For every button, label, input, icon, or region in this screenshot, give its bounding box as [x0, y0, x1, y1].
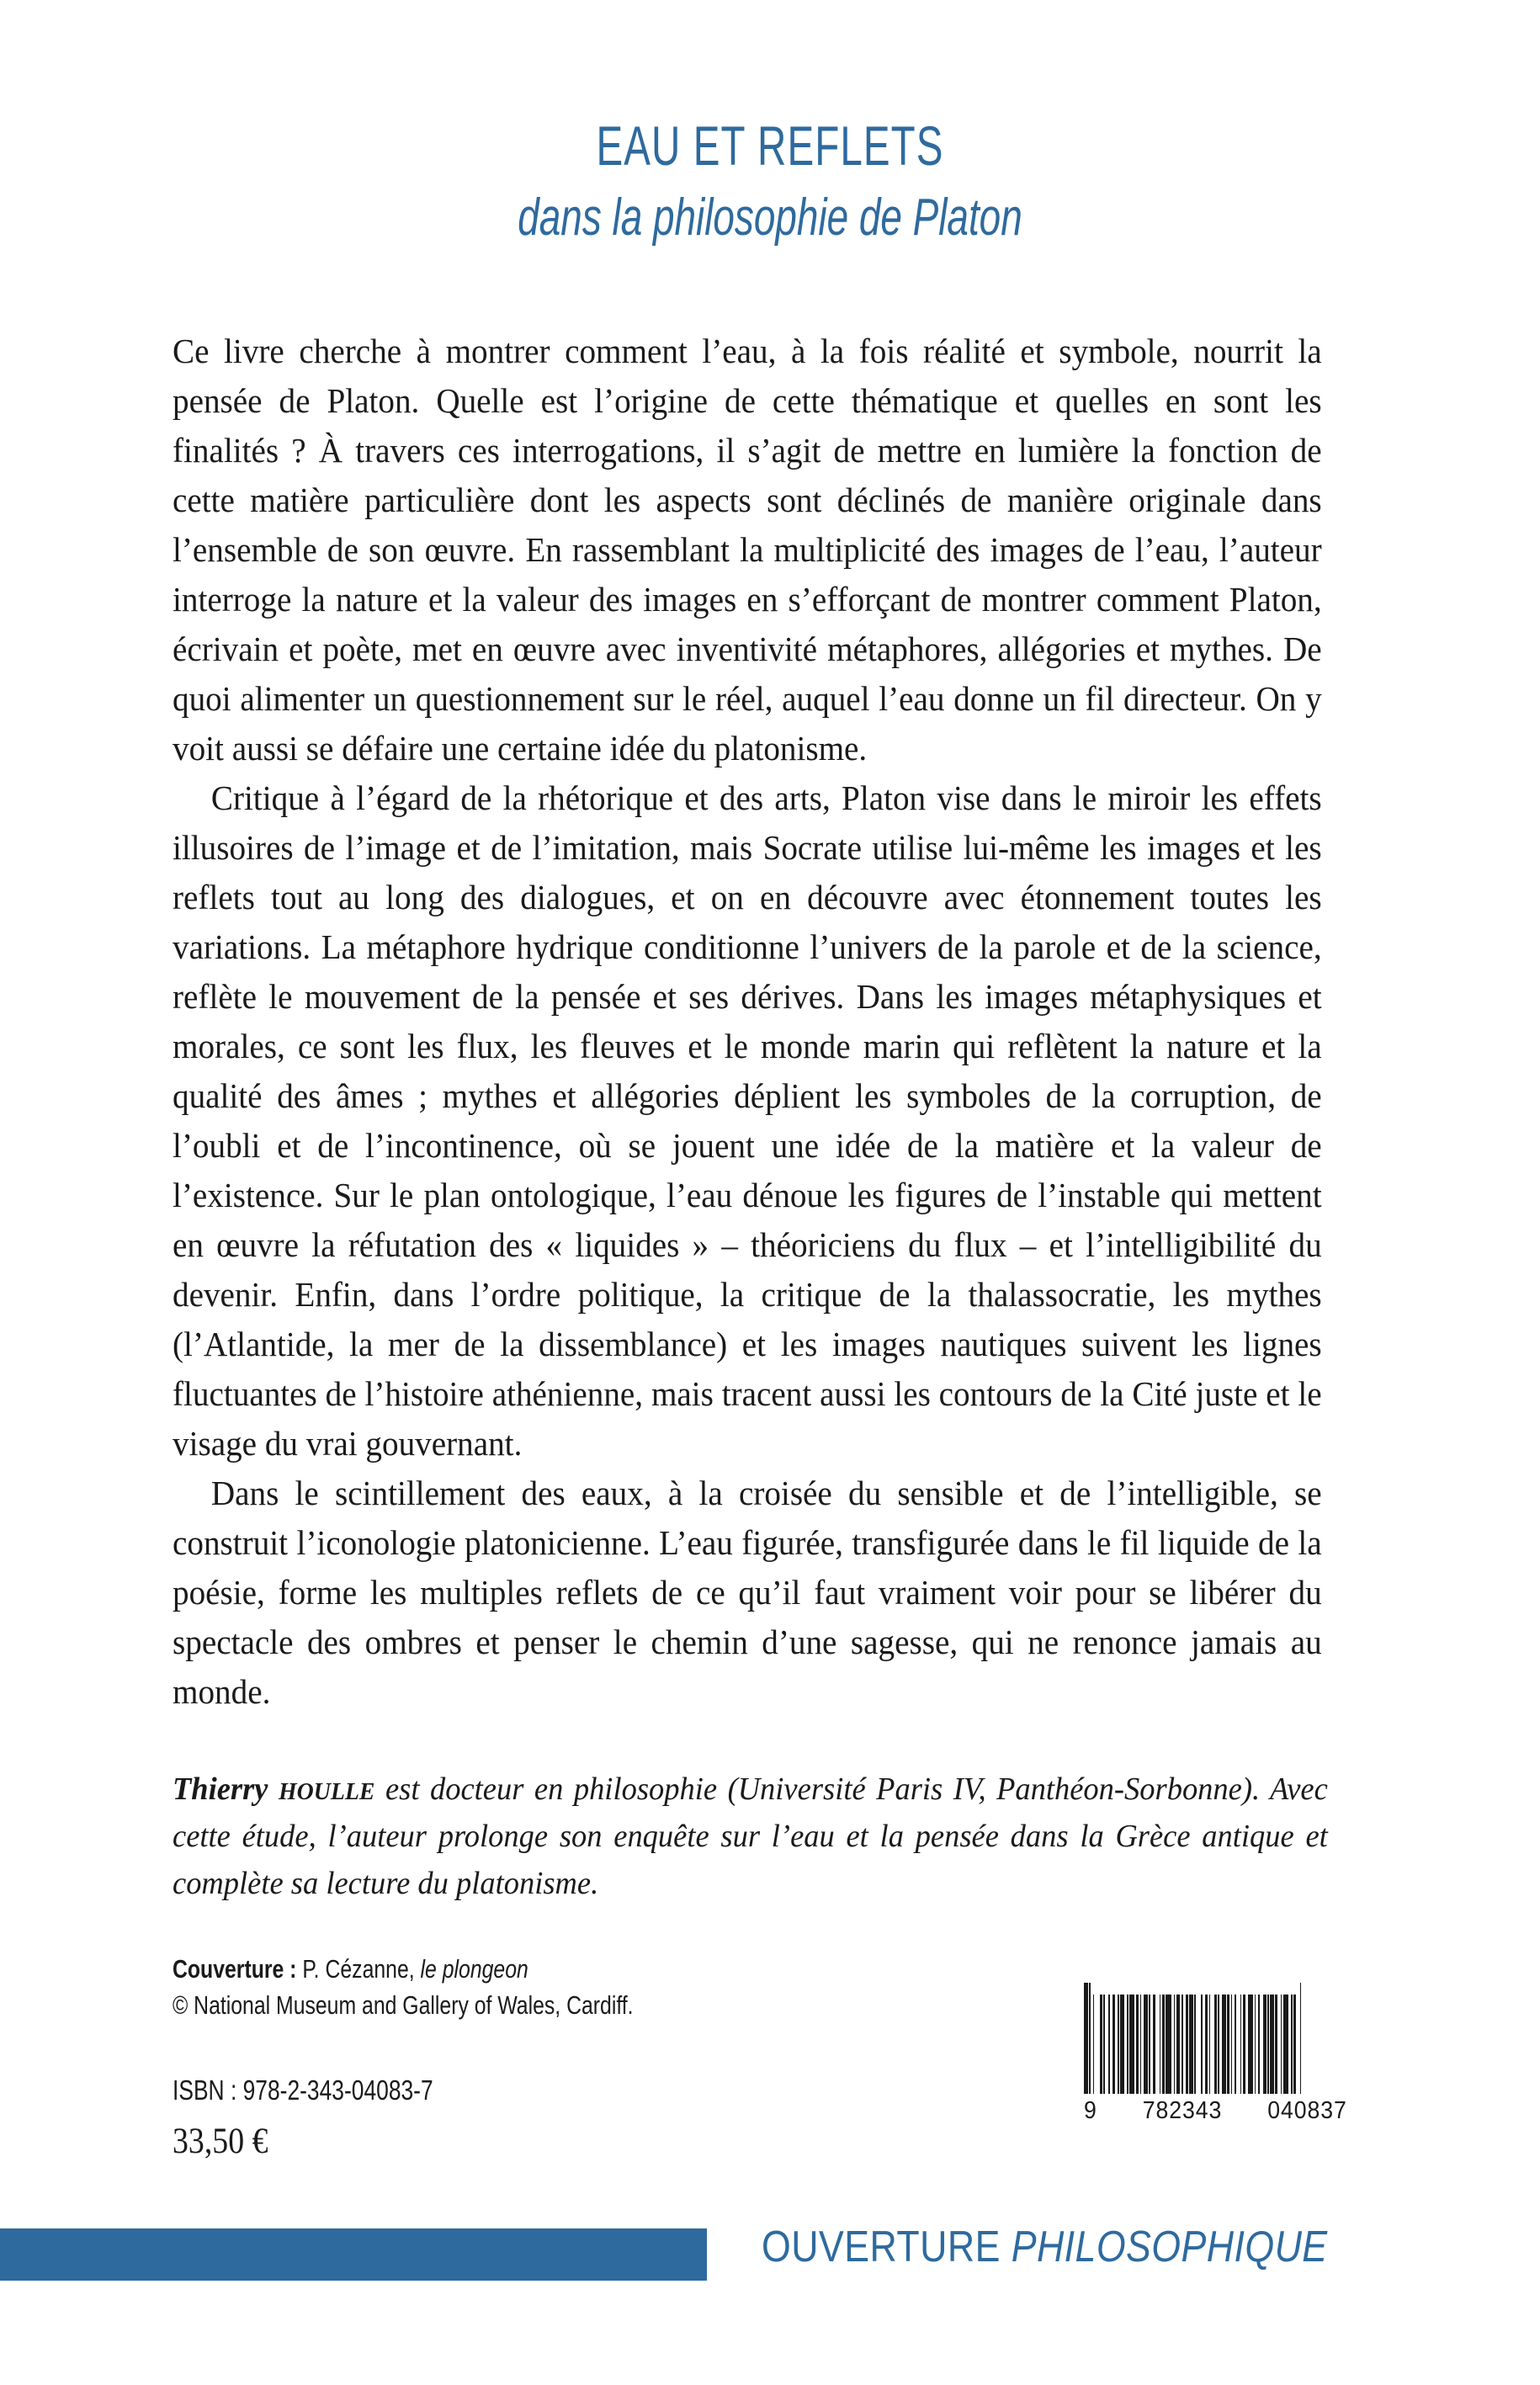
cover-credits — [173, 1951, 634, 2023]
author-first-name: Thierry — [173, 1771, 268, 1807]
series-name-part2: PHILOSOPHIQUE — [1000, 2223, 1328, 2271]
isbn-text: ISBN : 978-2-343-04083-7 — [173, 2074, 433, 2106]
blurb-paragraph-1: Ce livre cherche à montrer comment l’eau, à la fois réalité et symbole, nourrit la pensée de Platon. Quelle est l’origine de cette thématique et quelles en sont les finalités ? À travers ces interrogations, il s’agit de mettre en lumière la fonction de cette matière particulière dont les aspects sont déclinés de manière originale dans l’ensemble de son œuvre. En rassemblant la multiplicité des images de l’eau, l’auteur interroge la nature et la valeur des images en s’efforçant de montrer comment Platon, écrivain et poète, met en œuvre avec inventivité métaphores, allégories et mythes. De quoi alimenter un questionnement sur le réel, auquel l’eau donne un fil directeur. On y voit aussi se défaire une certaine idée du platonisme. — [173, 332, 1322, 768]
book-subtitle: dans la philosophie de Platon — [518, 189, 1022, 247]
blurb-paragraph-2: Critique à l’égard de la rhétorique et des arts, Platon vise dans le miroir les effets illusoires de l’image et de l’imitation, mais Socrate utilise lui-même les images et les reflets tout au long des dialogues, et on en découvre avec étonnement toutes les variations. La métaphore hydrique conditionne l’univers de la parole et de la science, reflète le mouvement de la pensée et ses dérives. Dans les images métaphysiques et morales, ce sont les flux, les fleuves et le monde marin qui reflètent la nature et la qualité des âmes ; mythes et allégories déplient les symboles de la corruption, de l’oubli et de l’incontinence, où se jouent une idée de la matière et la valeur de l’existence. Sur le plan ontologique, l’eau dénoue les figures de l’instable qui mettent en œuvre la réfutation des « liquides » – théoriciens du flux – et l’intelligibilité du devenir. Enfin, dans l’ordre politique, la critique de la thalassocratie, les mythes (l’Atlantide, la mer de la dissemblance) et les images nautiques suivent les lignes fluctuantes de l’histoire athénienne, mais tracent aussi les contours de la Cité juste et le visage du vrai gouvernant. — [173, 778, 1322, 1463]
footer-accent-bar — [0, 2228, 707, 2281]
blurb-text — [173, 327, 1376, 1717]
author-biography — [173, 1764, 1328, 1907]
cover-credit-work: le plongeon — [414, 1954, 528, 1984]
series-name-part1: OUVERTURE — [762, 2223, 1001, 2271]
book-title: EAU ET REFLETS — [596, 114, 944, 177]
barcode — [1084, 1995, 1370, 2125]
author-last-name: houlle — [279, 1768, 375, 1807]
price-text: 33,50 € — [173, 2122, 268, 2161]
cover-credit-label: Couverture : — [173, 1954, 297, 1984]
barcode-group-2: 040837 — [1267, 2097, 1347, 2124]
barcode-digits — [1084, 2097, 1347, 2125]
series-name — [762, 2222, 1328, 2272]
cover-credit-artist: P. Cézanne, — [296, 1954, 415, 1984]
author-bio-text: est docteur en philosophie (Université Paris IV, Panthéon-Sorbonne). Avec cette étude, l’auteur prolonge son enquête sur l’eau et la pensée dans la Grèce antique et complète sa lecture du platonisme. — [173, 1771, 1328, 1901]
copyright-line: © National Museum and Gallery of Wales, Cardiff. — [173, 1990, 634, 2020]
barcode-left-digit: 9 — [1084, 2097, 1097, 2124]
barcode-group-1: 782343 — [1142, 2097, 1223, 2124]
cover-credit-line — [173, 1951, 634, 1987]
blurb-paragraph-3: Dans le scintillement des eaux, à la croisée du sensible et de l’intelligible, se construit l’iconologie platonicienne. L’eau figurée, transfigurée dans le fil liquide de la poésie, forme les multiples reflets de ce qu’il faut vraiment voir pour se libérer du spectacle des ombres et penser le chemin d’une sagesse, qui ne renonce jamais au monde. — [173, 1474, 1322, 1711]
barcode-bars — [1084, 1995, 1370, 2094]
title-block — [0, 114, 1540, 247]
